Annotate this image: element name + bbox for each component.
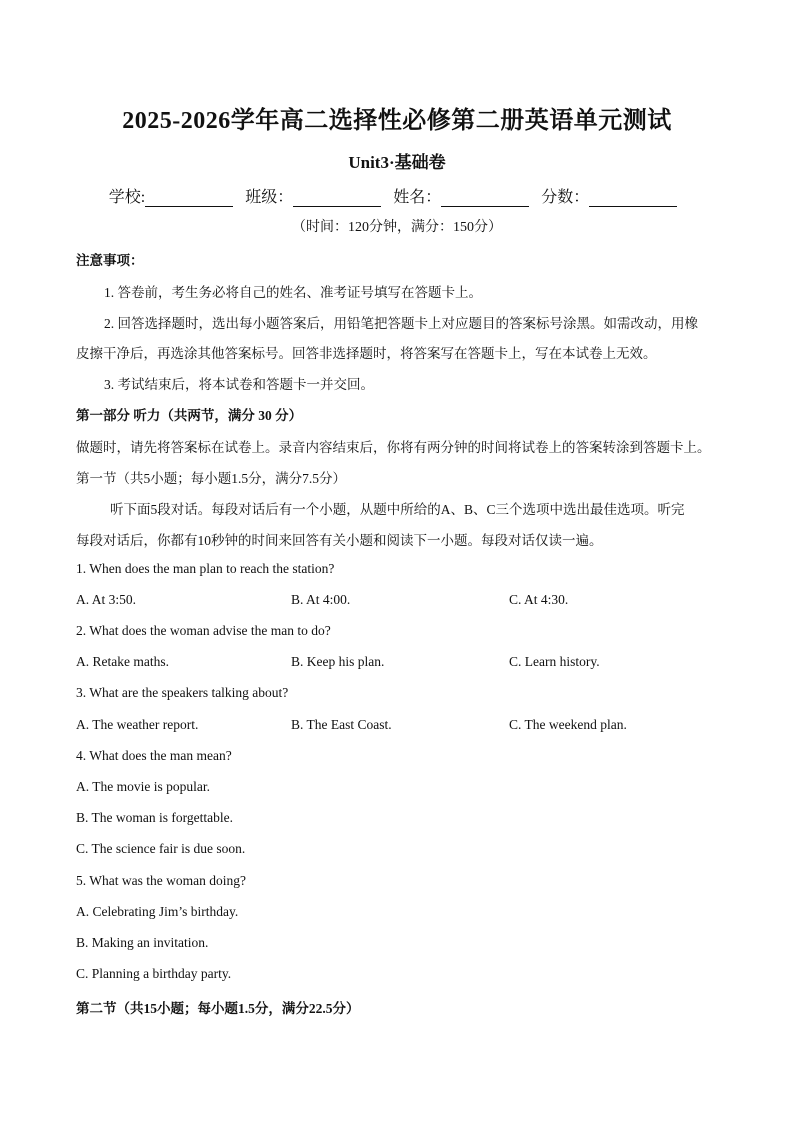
section1-intro: 听下面5段对话。每段对话后有一个小题，从题中所给的A、B、C三个选项中选出最佳选项。听完 xyxy=(110,502,685,517)
score-blank xyxy=(589,188,677,207)
notice-item: 2. 回答选择题时，选出每小题答案后，用铅笔把答题卡上对应题目的答案标号涂黑。如需改动，用橡 xyxy=(104,316,698,331)
option-b: B. At 4:00. xyxy=(291,592,351,607)
section1-heading: 第一节（共5小题；每小题1.5分，满分7.5分） xyxy=(76,471,346,486)
question-1: 1. When does the man plan to reach the station? xyxy=(76,561,335,576)
name-blank xyxy=(441,188,529,207)
question-3: 3. What are the speakers talking about? xyxy=(76,685,289,700)
option-b: B. Making an invitation. xyxy=(76,935,209,950)
question-5: 5. What was the woman doing? xyxy=(76,873,246,888)
option-c: C. Planning a birthday party. xyxy=(76,966,232,981)
option-a: A. The weather report. xyxy=(76,717,199,732)
section1-intro: 每段对话后，你都有10秒钟的时间来回答有关小题和阅读下一小题。每段对话仅读一遍。 xyxy=(76,533,603,548)
option-c: C. The weekend plan. xyxy=(509,717,627,732)
option-c: C. Learn history. xyxy=(509,654,600,669)
option-b: B. Keep his plan. xyxy=(291,654,385,669)
question-4: 4. What does the man mean? xyxy=(76,748,232,763)
page-subtitle: Unit3·基础卷 xyxy=(348,153,446,172)
notice-item: 1. 答卷前，考生务必将自己的姓名、准考证号填写在答题卡上。 xyxy=(104,285,482,300)
page-title: 2025-2026学年高二选择性必修第二册英语单元测试 xyxy=(122,108,672,134)
notice-item: 3. 考试结束后，将本试卷和答题卡一并交回。 xyxy=(104,377,374,392)
time-note: （时间：120分钟，满分：150分） xyxy=(292,220,502,235)
name-label: 姓名： xyxy=(393,189,442,206)
option-c: C. At 4:30. xyxy=(509,592,569,607)
part1-heading: 第一部分 听力（共两节，满分 30 分） xyxy=(76,408,303,423)
question-2: 2. What does the woman advise the man to do? xyxy=(76,623,331,638)
notice-heading: 注意事项： xyxy=(76,253,144,268)
school-label: 学校: xyxy=(108,189,146,206)
option-a: A. Retake maths. xyxy=(76,654,169,669)
school-blank xyxy=(145,188,233,207)
part1-instruction: 做题时，请先将答案标在试卷上。录音内容结束后，你将有两分钟的时间将试卷上的答案转涂到答题卡上。 xyxy=(76,440,711,455)
option-a: A. At 3:50. xyxy=(76,592,137,607)
option-a: A. The movie is popular. xyxy=(76,779,210,794)
score-label: 分数： xyxy=(541,189,590,206)
option-c: C. The science fair is due soon. xyxy=(76,841,246,856)
option-b: B. The East Coast. xyxy=(291,717,392,732)
notice-item: 皮擦干净后，再选涂其他答案标号。回答非选择题时，将答案写在答题卡上，写在本试卷上无效。 xyxy=(76,346,657,361)
class-label: 班级： xyxy=(245,189,294,206)
option-a: A. Celebrating Jim’s birthday. xyxy=(76,904,239,919)
student-info-row xyxy=(0,184,794,207)
option-b: B. The woman is forgettable. xyxy=(76,810,233,825)
section2-heading: 第二节（共15小题；每小题1.5分，满分22.5分） xyxy=(76,1001,360,1016)
class-blank xyxy=(293,188,381,207)
